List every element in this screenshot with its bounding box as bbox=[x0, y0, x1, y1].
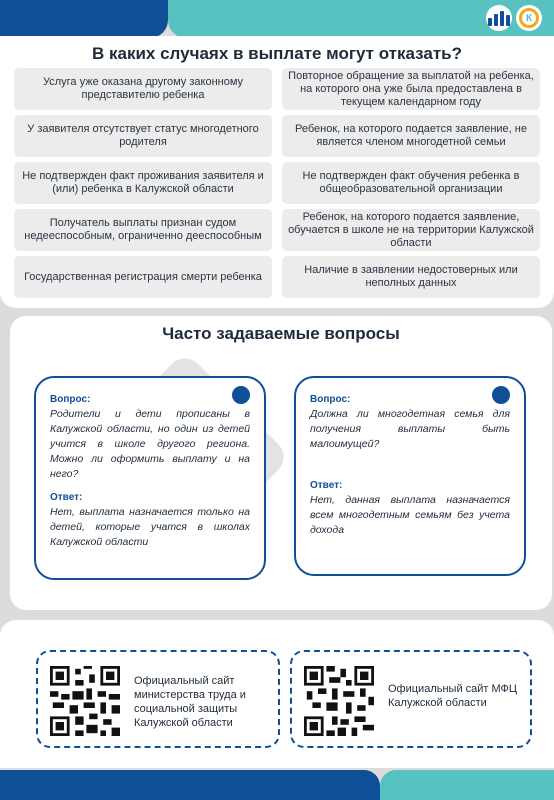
faq-question: Должна ли многодетная семья для получения выплаты быть малоимущей? bbox=[310, 408, 510, 450]
ministry-link-label[interactable]: Официальный сайт министерства труда и социальной защиты Калужской области bbox=[134, 675, 246, 729]
refusal-reason: Не подтвержден факт проживания заявителя и (или) ребенка в Калужской области bbox=[14, 162, 272, 204]
header-band-dark bbox=[0, 0, 168, 38]
faq-answer-label: Ответ: bbox=[50, 492, 83, 503]
refusal-reason: У заявителя отсутствует статус многодетного родителя bbox=[14, 115, 272, 157]
refusal-reason: Получатель выплаты признан судом недееспособным, ограниченно дееспособным bbox=[14, 209, 272, 251]
faq-card bbox=[10, 316, 552, 610]
faq-answer: Нет, данная выплата назначается всем многодетным семьям без учета дохода bbox=[310, 494, 510, 536]
refusal-title: В каких случаях в выплате могут отказать? bbox=[92, 44, 462, 63]
faq-answer-label: Ответ: bbox=[310, 480, 343, 491]
refusal-reason: Услуга уже оказана другому законному представителю ребенка bbox=[14, 68, 272, 110]
ministry-logo-icon bbox=[486, 5, 512, 31]
footer-band-teal bbox=[380, 770, 554, 800]
qr-code-icon[interactable] bbox=[304, 666, 374, 736]
qr-code-icon[interactable] bbox=[50, 666, 120, 736]
mfc-logo-icon: К bbox=[516, 5, 542, 31]
refusal-reason: Повторное обращение за выплатой на ребенка, на которого она уже была предоставлена в текущем календарном году bbox=[282, 68, 540, 110]
mfc-link-label[interactable]: Официальный сайт МФЦ Калужской области bbox=[388, 683, 518, 709]
faq-answer: Нет, выплата назначается только на детей, которые учатся в школах Калужской области bbox=[50, 506, 250, 548]
refusal-reason: Ребенок, на которого подается заявление, не является членом многодетной семьи bbox=[282, 115, 540, 157]
faq-question-label: Вопрос: bbox=[50, 394, 91, 405]
links-card bbox=[0, 620, 554, 768]
faq-dot-icon bbox=[232, 386, 250, 404]
footer-band-dark bbox=[0, 770, 380, 800]
refusal-reason: Государственная регистрация смерти ребенка bbox=[14, 256, 272, 298]
mfc-link-box[interactable] bbox=[290, 650, 532, 748]
refusal-reasons-card bbox=[0, 36, 554, 308]
refusal-reason: Не подтвержден факт обучения ребенка в общеобразовательной организации bbox=[282, 162, 540, 204]
faq-item bbox=[34, 376, 266, 580]
faq-item bbox=[294, 376, 526, 576]
refusal-reason: Ребенок, на которого подается заявление, обучается в школе не на территории Калужской области bbox=[282, 209, 540, 251]
faq-title: Часто задаваемые вопросы bbox=[162, 324, 400, 343]
faq-dot-icon bbox=[492, 386, 510, 404]
ministry-link-box[interactable] bbox=[36, 650, 280, 748]
faq-question: Родители и дети прописаны в Калужской области, но один из детей учится в школе другого региона. Можно ли оформить выплату и на него? bbox=[50, 408, 250, 480]
faq-question-label: Вопрос: bbox=[310, 394, 351, 405]
refusal-reason: Наличие в заявлении недостоверных или неполных данных bbox=[282, 256, 540, 298]
